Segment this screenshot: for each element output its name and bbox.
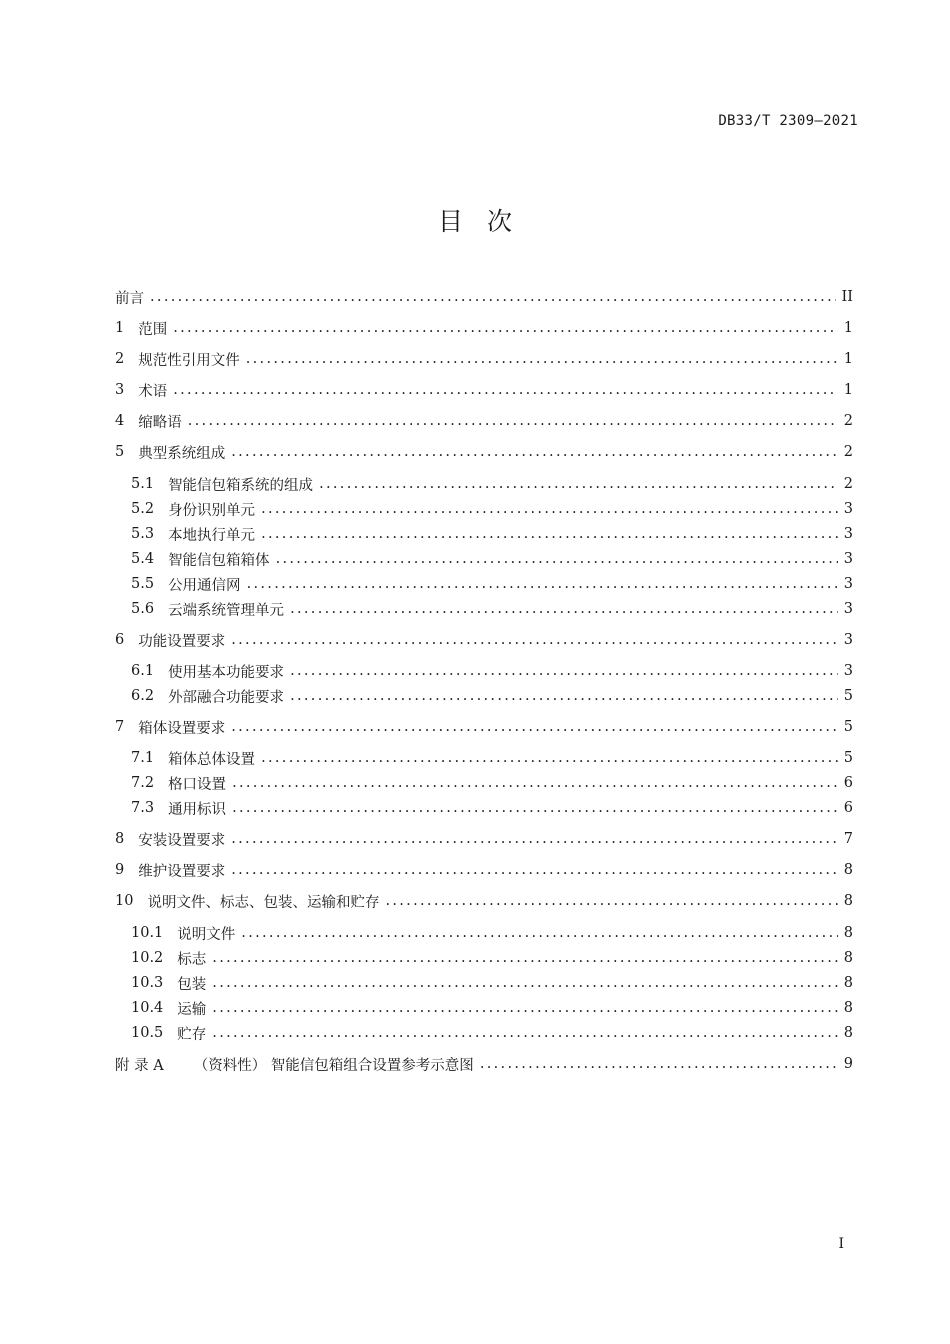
toc-entry-number: 5.4 xyxy=(131,551,155,567)
toc-entry-page: 5 xyxy=(843,688,853,704)
toc-entry-page: 8 xyxy=(843,862,853,878)
toc-entry-label: 使用基本功能要求 xyxy=(168,664,285,681)
page-number: I xyxy=(838,1236,844,1252)
toc-leader-dots xyxy=(480,1056,838,1072)
toc-leader-dots xyxy=(261,750,838,766)
toc-entry-label: 典型系统组成 xyxy=(138,445,226,462)
toc-entry-label: 箱体总体设置 xyxy=(168,751,256,768)
toc-entry-number: 7 xyxy=(115,719,125,735)
toc-leader-dots xyxy=(231,831,838,847)
toc-entry-label: 前言 xyxy=(115,290,144,307)
toc-leader-dots xyxy=(231,632,838,648)
toc-entry-number: 1 xyxy=(115,320,125,336)
toc-entry-page: 9 xyxy=(843,1056,853,1072)
toc-entry[interactable] xyxy=(131,497,853,521)
toc-entry[interactable] xyxy=(131,472,853,496)
toc-entry[interactable] xyxy=(131,659,853,683)
toc-entry-label: 说明文件 xyxy=(177,926,236,943)
toc-entry[interactable] xyxy=(115,440,853,464)
toc-entry-label: 外部融合功能要求 xyxy=(168,689,285,706)
toc-leader-dots xyxy=(247,576,838,592)
toc-entry-label: 安装设置要求 xyxy=(138,832,226,849)
toc-entry-number: 6.2 xyxy=(131,688,155,704)
toc-entry-number: 6.1 xyxy=(131,663,155,679)
toc-entry-number: 6 xyxy=(115,632,125,648)
toc-entry[interactable] xyxy=(115,858,853,882)
toc-entry-page: 3 xyxy=(843,632,853,648)
toc-leader-dots xyxy=(261,526,838,542)
toc-entry[interactable] xyxy=(115,378,853,402)
toc-entry-number: 10 xyxy=(115,893,134,909)
toc-entry[interactable] xyxy=(131,971,853,995)
toc-entry-number: 8 xyxy=(115,831,125,847)
toc-leader-dots xyxy=(150,289,836,305)
toc-entry-number: 7.3 xyxy=(131,800,155,816)
toc-entry-page: 6 xyxy=(843,800,853,816)
toc-entry-label: 格口设置 xyxy=(168,776,227,793)
toc-leader-dots xyxy=(231,444,838,460)
toc-entry-label: 公用通信网 xyxy=(168,577,241,594)
toc-entry[interactable] xyxy=(131,996,853,1020)
toc-leader-dots xyxy=(173,382,838,398)
toc-entry-page: 3 xyxy=(843,551,853,567)
toc-leader-dots xyxy=(212,1025,837,1041)
toc-entry-number: 附 录 A xyxy=(115,1057,164,1074)
toc-entry-page: 3 xyxy=(843,601,853,617)
toc-leader-dots xyxy=(212,950,837,966)
toc-leader-dots xyxy=(290,601,838,617)
toc-entry-label: 术语 xyxy=(138,383,168,400)
toc-entry[interactable] xyxy=(131,796,853,820)
toc-entry[interactable] xyxy=(131,946,853,970)
toc-entry[interactable] xyxy=(131,522,853,546)
toc-entry-page: 1 xyxy=(843,351,853,367)
toc-entry-number: 10.2 xyxy=(131,950,164,966)
toc-entry-number: 5.6 xyxy=(131,601,155,617)
toc-leader-dots xyxy=(212,1000,837,1016)
toc-leader-dots xyxy=(241,925,837,941)
toc-entry[interactable] xyxy=(115,347,853,371)
toc-entry-number: 5.3 xyxy=(131,526,155,542)
toc-entry-page: 1 xyxy=(843,382,853,398)
toc-entry-page: 8 xyxy=(843,975,853,991)
toc-entry-page: 8 xyxy=(843,1025,853,1041)
toc-entry[interactable] xyxy=(115,316,853,340)
toc-entry-page: 8 xyxy=(843,1000,853,1016)
toc-heading-char-2: 次 xyxy=(487,207,513,236)
toc-entry-label: （资料性） 智能信包箱组合设置参考示意图 xyxy=(193,1057,474,1074)
toc-entry[interactable] xyxy=(115,715,853,739)
toc-entry-number: 10.4 xyxy=(131,1000,164,1016)
toc-entry-page: 2 xyxy=(843,413,853,429)
toc-entry-page: 2 xyxy=(843,444,853,460)
toc-leader-dots xyxy=(212,975,837,991)
toc-entry-page: II xyxy=(841,289,853,305)
toc-heading xyxy=(0,202,950,238)
toc-entry-page: 3 xyxy=(843,576,853,592)
toc-entry-number: 5.5 xyxy=(131,576,155,592)
toc-entry-label: 范围 xyxy=(138,321,168,338)
toc-entry-label: 通用标识 xyxy=(168,801,227,818)
toc-entry-label: 智能信包箱箱体 xyxy=(168,552,270,569)
toc-leader-dots xyxy=(290,688,838,704)
toc-entry-label: 本地执行单元 xyxy=(168,527,256,544)
toc-leader-dots xyxy=(188,413,838,429)
toc-leader-dots xyxy=(173,320,838,336)
toc-entry[interactable] xyxy=(115,409,853,433)
toc-entry-number: 10.5 xyxy=(131,1025,164,1041)
toc-entry-page: 3 xyxy=(843,663,853,679)
toc-entry[interactable] xyxy=(131,597,853,621)
toc-leader-dots xyxy=(231,719,838,735)
toc-entry[interactable] xyxy=(115,827,853,851)
toc-entry-label: 规范性引用文件 xyxy=(138,352,240,369)
toc-entry[interactable] xyxy=(115,889,853,913)
toc-entry-label: 箱体设置要求 xyxy=(138,720,226,737)
toc-entry-label: 智能信包箱系统的组成 xyxy=(168,477,314,494)
toc-heading-char-1: 目 xyxy=(437,207,463,236)
toc-entry-page: 3 xyxy=(843,526,853,542)
toc-entry-page: 8 xyxy=(843,950,853,966)
toc-entry[interactable] xyxy=(131,771,853,795)
toc-entry-label: 身份识别单元 xyxy=(168,502,256,519)
toc-entry[interactable] xyxy=(131,921,853,945)
toc-entry-label: 缩略语 xyxy=(138,414,182,431)
toc-entry-number: 7.1 xyxy=(131,750,155,766)
toc-leader-dots xyxy=(385,893,837,909)
toc-entry-label: 说明文件、标志、包装、运输和贮存 xyxy=(147,894,380,911)
toc-leader-dots xyxy=(246,351,838,367)
toc-entry-label: 运输 xyxy=(177,1001,207,1018)
toc-entry-page: 3 xyxy=(843,501,853,517)
toc-entry[interactable] xyxy=(131,1021,853,1045)
toc-entry-page: 6 xyxy=(843,775,853,791)
toc-entry[interactable] xyxy=(131,684,853,708)
toc-leader-dots xyxy=(232,800,838,816)
toc-entry-page: 8 xyxy=(843,925,853,941)
toc-entry-page: 2 xyxy=(843,476,853,492)
toc-leader-dots xyxy=(261,501,838,517)
toc-entry-label: 维护设置要求 xyxy=(138,863,226,880)
toc-entry-number: 7.2 xyxy=(131,775,155,791)
toc-leader-dots xyxy=(319,476,838,492)
toc-entry-label: 贮存 xyxy=(177,1026,207,1043)
toc-entry-number: 10.3 xyxy=(131,975,164,991)
document-code: DB33/T 2309—2021 xyxy=(718,113,858,129)
toc-entry-number: 10.1 xyxy=(131,925,164,941)
toc-entry-label: 包装 xyxy=(177,976,207,993)
toc-leader-dots xyxy=(290,663,838,679)
toc-entry-number: 5.2 xyxy=(131,501,155,517)
toc-entry[interactable] xyxy=(115,1052,853,1076)
toc-entry[interactable] xyxy=(131,572,853,596)
toc-entry-label: 标志 xyxy=(177,951,207,968)
toc-entry[interactable] xyxy=(115,285,853,309)
toc-entry-page: 7 xyxy=(843,831,853,847)
toc-entry-page: 5 xyxy=(843,750,853,766)
toc-entry[interactable] xyxy=(131,746,853,770)
toc-entry-page: 1 xyxy=(843,320,853,336)
toc-entry-number: 2 xyxy=(115,351,125,367)
toc-entry-page: 5 xyxy=(843,719,853,735)
toc-leader-dots xyxy=(276,551,838,567)
toc-leader-dots xyxy=(232,775,838,791)
toc-entry-number: 3 xyxy=(115,382,125,398)
toc-entry-label: 功能设置要求 xyxy=(138,633,226,650)
toc-entry-number: 4 xyxy=(115,413,125,429)
toc-entry-label: 云端系统管理单元 xyxy=(168,602,285,619)
toc-entry[interactable] xyxy=(115,628,853,652)
toc-entry-number: 5.1 xyxy=(131,476,155,492)
toc-leader-dots xyxy=(231,862,838,878)
toc-entry[interactable] xyxy=(131,547,853,571)
toc-entry-page: 8 xyxy=(843,893,853,909)
toc-entry-number: 5 xyxy=(115,444,125,460)
toc-entry-number: 9 xyxy=(115,862,125,878)
